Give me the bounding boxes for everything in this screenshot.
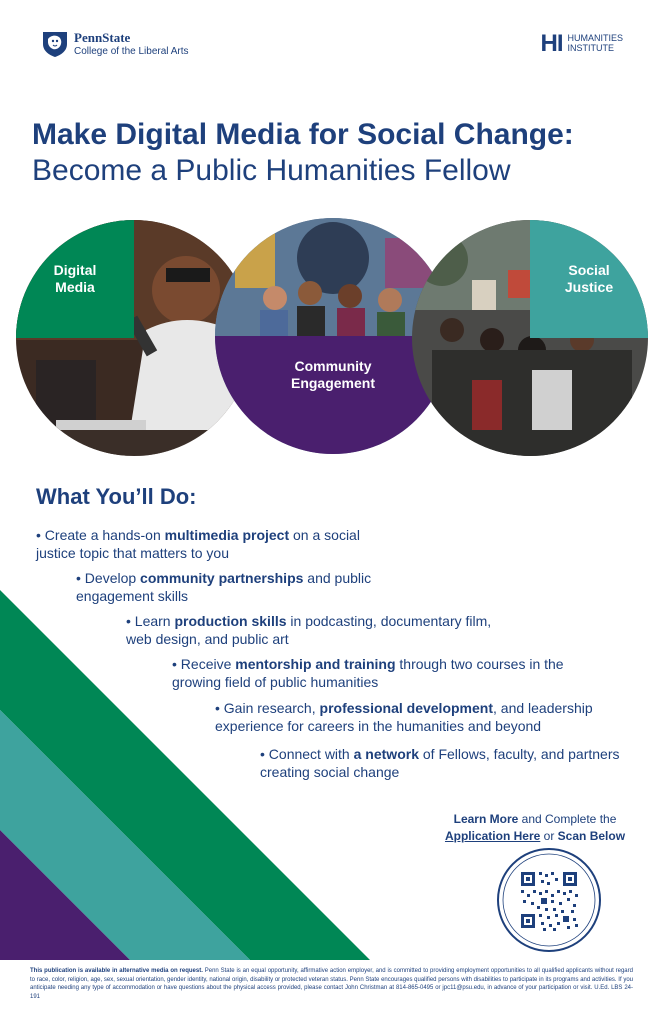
bullet-item: • Gain research, professional development, and leadership experience for careers in the humanities and beyond bbox=[215, 700, 593, 735]
title-line1: Make Digital Media for Social Change: bbox=[32, 118, 574, 151]
scan-below-text: Scan Below bbox=[557, 828, 626, 843]
digital-media-line1: Digital bbox=[53, 262, 97, 279]
community-engagement-line1: Community bbox=[294, 358, 372, 375]
psu-college: College of the Liberal Arts bbox=[74, 45, 189, 57]
bullet-item: • Connect with a network of Fellows, faculty, and partners creating social change bbox=[260, 746, 620, 781]
or-text: or bbox=[540, 828, 558, 843]
what-youll-do-heading: What You’ll Do: bbox=[36, 484, 197, 509]
social-justice-line2: Justice bbox=[564, 279, 614, 295]
community-engagement-line2: Engagement bbox=[290, 375, 375, 391]
footer-text: Penn State is an equal opportunity, affirmative action employer, and is committed to providing employment opportunities to all qualified applicants without regard to race, color, religion, age, sex, sexual orientation, gender identity, national origin, disability or protected veteran status. Penn State encourages qualified persons with disabilities to participate in its programs and activities. If you anticipate needing any type of accommodation or have questions about the physical access provided, please contact John Christman at 814-865-0495 or jpc11@psu.edu, in advance of your participation or visit. U.Ed. LBS 24-191 bbox=[30, 968, 633, 1001]
humanities-institute-logo[interactable] bbox=[540, 32, 623, 56]
bullet-item: • Develop community partnerships and public engagement skills bbox=[76, 570, 372, 605]
digital-media-label bbox=[16, 220, 134, 338]
bullet-item: • Learn production skills in podcasting, documentary film, web design, and public art bbox=[126, 613, 492, 648]
hi-line2: INSTITUTE bbox=[567, 43, 614, 53]
page-title bbox=[32, 118, 642, 189]
title-line2: Become a Public Humanities Fellow bbox=[32, 153, 511, 187]
theme-circles bbox=[0, 218, 663, 458]
footer-disclaimer bbox=[30, 967, 633, 1002]
and-complete-text: and Complete the bbox=[518, 812, 617, 826]
digital-media-line2: Media bbox=[55, 279, 95, 295]
social-justice-line1: Social bbox=[568, 262, 610, 279]
qr-code[interactable] bbox=[497, 848, 601, 952]
psu-name: PennState bbox=[74, 30, 131, 46]
hi-mark: HI bbox=[540, 30, 563, 57]
application-link[interactable]: Application Here bbox=[444, 828, 541, 843]
social-justice-label bbox=[530, 220, 648, 338]
learn-more-text: Learn More bbox=[453, 812, 519, 826]
social-justice-circle bbox=[412, 220, 648, 456]
footer-bold: This publication is available in alternative media on request. bbox=[30, 968, 203, 974]
hi-line1: HUMANITIES bbox=[567, 33, 623, 44]
call-to-action bbox=[435, 811, 635, 845]
nittany-lion-shield-icon bbox=[42, 30, 68, 58]
bullet-item: • Create a hands-on multimedia project on a social justice topic that matters to you bbox=[36, 527, 360, 562]
bullet-item: • Receive mentorship and training through two courses in the growing field of public humanities bbox=[172, 656, 564, 691]
penn-state-logo[interactable] bbox=[42, 30, 189, 58]
